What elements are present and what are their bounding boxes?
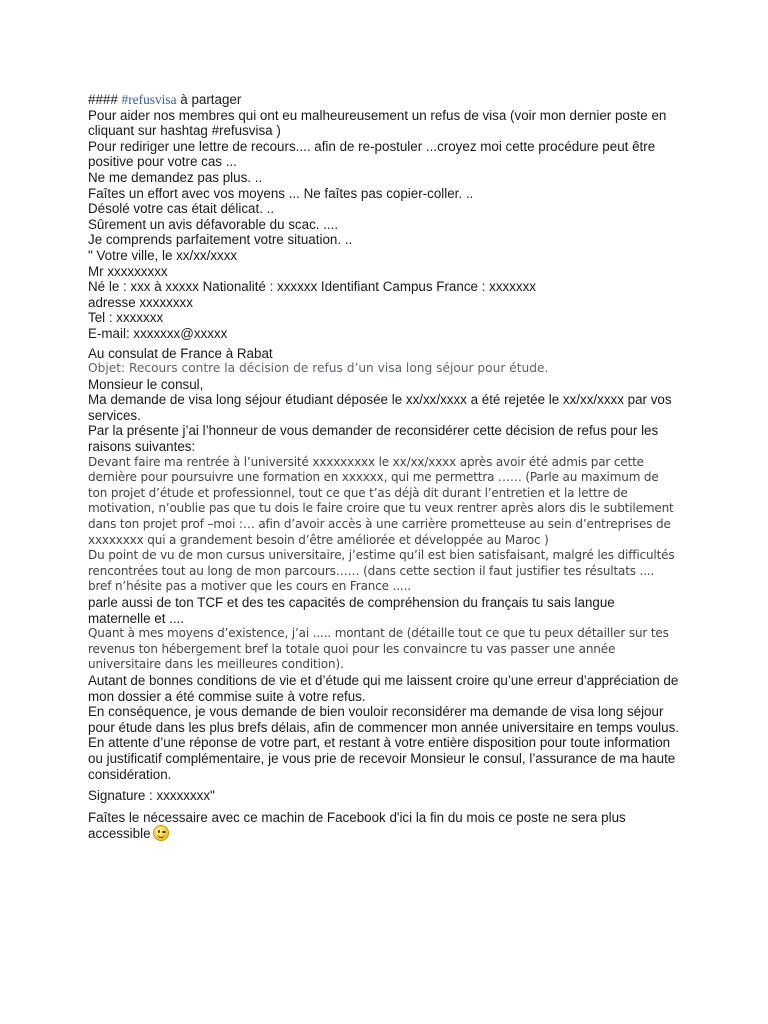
header-suffix: à partager xyxy=(176,92,242,107)
winking-smiley-icon xyxy=(153,825,169,841)
letter-paragraph-3 xyxy=(88,455,680,549)
letter-paragraph-6: Autant de bonnes conditions de vie et d’étude qui me laissent croire qu’une erreur d’appréciation de mon dossier a été commise suite à votre refus. xyxy=(88,672,679,704)
letter-address: adresse xxxxxxxx xyxy=(88,294,193,310)
letter-name: Mr xxxxxxxxx xyxy=(88,263,168,279)
letter-paragraph-7: En conséquence, je vous demande de bien vouloir reconsidérer ma demande de visa long séjour pour étude dans les plus brefs délais, afin de commencer mon année universitaire en temps voulus. xyxy=(88,704,680,735)
post-header xyxy=(88,92,680,108)
letter-signature: Signature : xxxxxxxx" xyxy=(88,788,215,804)
letter-salutation: Monsieur le consul, xyxy=(88,376,204,392)
letter-objet: Objet: Recours contre la décision de refus d’un visa long séjour pour étude. xyxy=(88,361,549,376)
footer-text: Faîtes le nécessaire avec ce machin de Facebook d'ici la fin du mois ce poste ne sera plus accessible xyxy=(88,809,626,842)
letter-paragraph-8: En attente d’une réponse de votre part, et restant à votre entière disposition pour toute information ou justificatif complémentaire, je vous prie de recevoir Monsieur le consul, l’assurance de ma haute considération. xyxy=(88,735,676,782)
footer-note xyxy=(88,810,680,842)
letter-paragraph-4b: parle aussi de ton TCF et des tes capacités de compréhension du français tu sais langue maternelle et .... xyxy=(88,595,615,626)
paragraph-3-main: Devant faire ma rentrée à l’université xxxxxxxxx le xx/xx/xxxx après avoir été admis par cette dernière pour poursuivre une formation en xxxxxx, qui me permettra …… xyxy=(88,454,644,485)
letter-paragraph-2: Par la présente j’ai l’honneur de vous demander de reconsidérer cette décision de refus pour les raisons suivantes: xyxy=(88,423,659,455)
letter-paragraph-5: Quant à mes moyens d’existence, j’ai ..... montant de (détaille tout ce que tu peux détailler sur tes revenus ton hébergement bref la totale quoi pour les convaincre tu vas passer une année universitaire dans les meilleures condition). xyxy=(88,626,669,672)
letter-email: E-mail: xxxxxxx@xxxxx xyxy=(88,325,228,341)
letter-paragraph-1: Ma demande de visa long séjour étudiant déposée le xx/xx/xxxx a été rejetée le xx/xx/xxxx par vos services. xyxy=(88,392,672,423)
header-prefix: #### xyxy=(88,92,122,107)
intro-line-4: Faîtes un effort avec vos moyens ... Ne faîtes pas copier-coller. .. xyxy=(88,185,474,201)
post-document xyxy=(88,92,680,842)
letter-recipient: Au consulat de France à Rabat xyxy=(88,345,273,361)
letter-place-date: " Votre ville, le xx/xx/xxxx xyxy=(88,247,238,263)
letter-paragraph-4: Du point de vu de mon cursus universitaire, j’estime qu’il est bien satisfaisant, malgré les difficultés rencontrées tout au long de mon parcours…… (dans cette section il faut justifier tes résultats .... bref n’hésite pas a motiver que les cours en France ..... xyxy=(88,548,675,594)
intro-line-2: Pour rediriger une lettre de recours.... afin de re-postuler ...croyez moi cette procédure peut être positive pour votre cas ... xyxy=(88,138,656,170)
intro-line-7: Je comprends parfaitement votre situation. .. xyxy=(88,232,353,248)
intro-line-1: Pour aider nos membres qui ont eu malheureusement un refus de visa (voir mon dernier poste en cliquant sur hashtag #refusvisa ) xyxy=(88,107,667,139)
intro-line-5: Désolé votre cas était délicat. .. xyxy=(88,201,275,217)
intro-line-6: Sûrement un avis défavorable du scac. .... xyxy=(88,216,339,232)
intro-line-3: Ne me demandez pas plus. .. xyxy=(88,169,263,185)
paragraph-3-note: (Parle au maximum de ton projet d’étude et professionnel, tout ce que t’as déjà dit durant l’entretien et la lettre de motivation, n’oublie pas que tu dois le faire croire que tu veux rentrer après alors dis le subtilement dans ton projet prof –moi :… afin d’avoir accès à une carrière prometteuse au sein d’entreprises de xxxxxxxx qui a grandement besoin d’être améliorée et développée au Maroc ) xyxy=(88,470,674,547)
letter-tel: Tel : xxxxxxx xyxy=(88,310,164,326)
letter-birth-line: Né le : xxx à xxxxx Nationalité : xxxxxx Identifiant Campus France : xxxxxxx xyxy=(88,279,536,295)
hashtag-link[interactable]: #refusvisa xyxy=(121,92,177,107)
